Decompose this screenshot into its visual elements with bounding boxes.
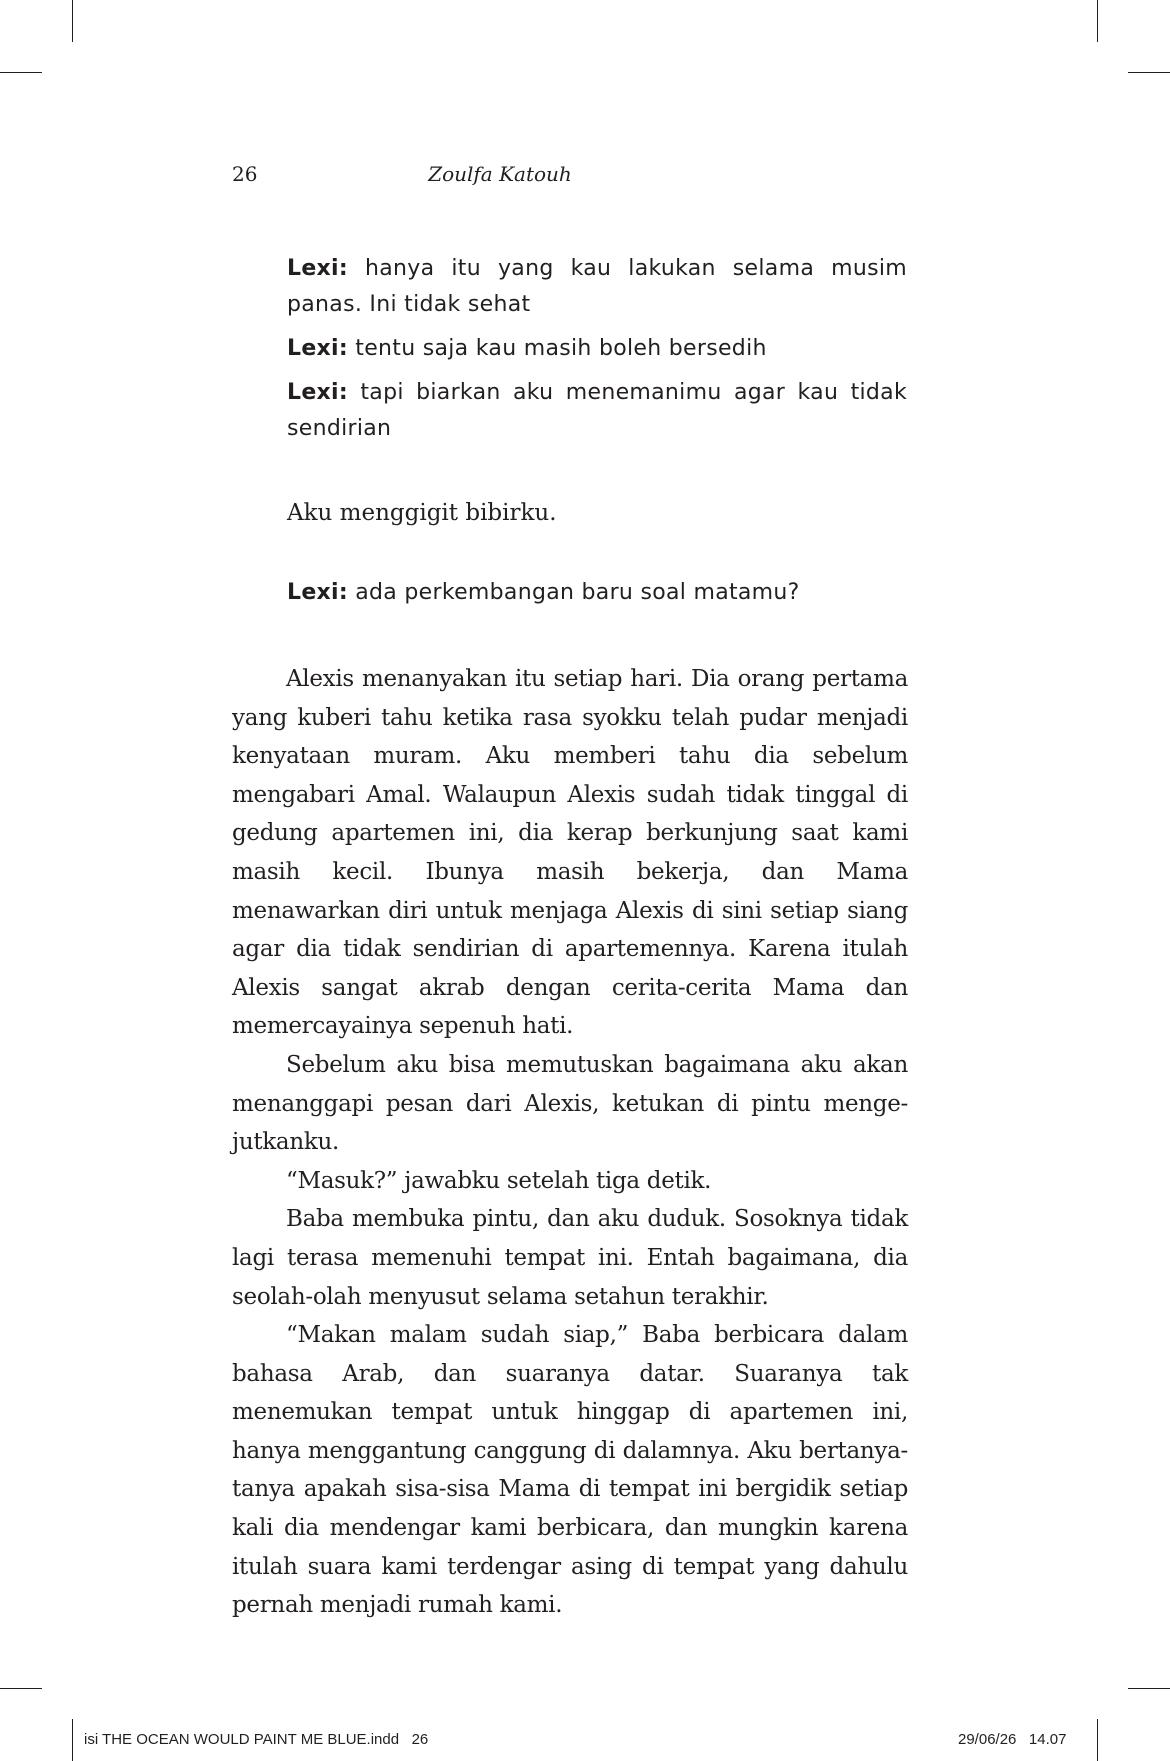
chat-messages (287, 251, 907, 455)
chat-text: hanya itu yang kau lakukan selama musim panas. Ini tidak sehat (287, 256, 907, 317)
body-text (232, 660, 908, 1625)
chat-message (287, 575, 907, 611)
narration-line: Aku menggigit bibirku. (287, 500, 557, 526)
chat-text: ada perkembangan baru soal matamu? (347, 580, 800, 605)
crop-mark (1128, 1688, 1170, 1689)
chat-sender: Lexi: (287, 580, 348, 605)
paragraph: “Makan malam sudah siap,” Baba berbicara dalam bahasa Arab, dan suaranya datar. Suaranya tak menemukan tempat untuk hinggap di apartemen ini, hanya menggantung canggung di dalamnya. Aku bertanya-tanya apakah sisa-sisa Mama di tempat ini bergidik setiap kali dia mendengar kami berbicara, dan mungkin karena itulah suara kami terdengar asing di tempat yang dahulu pernah menjadi rumah kami. (232, 1322, 908, 1619)
chat-sender: Lexi: (287, 380, 348, 405)
chat-sender: Lexi: (287, 336, 348, 361)
slug-date-time: 29/06/26 14.07 (958, 1731, 1067, 1748)
paragraph: Alexis menanyakan itu setiap hari. Dia orang pertama yang kuberi tahu ketika rasa syokku telah pudar menjadi kenyataan muram. Aku memberi tahu dia sebelum mengabari Amal. Walaupun Alexis sudah tidak tinggal di gedung apartemen ini, dia kerap berkunjung saat kami masih kecil. Ibunya masih bekerja, dan Mama menawarkan diri untuk menjaga Alexis di sini setiap siang agar dia tidak sendirian di apartemennya. Karena itulah Alexis sangat akrab dengan cerita-cerita Mama dan memercayainya sepenuh hati. (232, 666, 908, 1040)
crop-mark (0, 72, 42, 73)
chat-messages (287, 575, 907, 619)
paragraph: Sebelum aku bisa memutuskan bagaimana aku akan menanggapi pesan dari Alexis, ketukan di pintu menge-jutkanku. (232, 1051, 908, 1156)
chat-message (287, 375, 907, 447)
running-head-author: Zoulfa Katouh (428, 162, 572, 186)
page-number: 26 (232, 162, 258, 186)
chat-text: tentu saja kau masih boleh bersedih (347, 336, 767, 361)
crop-mark (0, 1688, 42, 1689)
crop-mark (1128, 72, 1170, 73)
paragraph: “Masuk?” jawabku setelah tiga detik. (286, 1167, 712, 1194)
crop-mark (1097, 0, 1098, 42)
slug-file-label: isi THE OCEAN WOULD PAINT ME BLUE.indd 26 (84, 1731, 429, 1748)
crop-mark (72, 1719, 73, 1761)
chat-sender: Lexi: (287, 256, 348, 281)
chat-message (287, 251, 907, 323)
running-head (0, 162, 1170, 192)
chat-text: tapi biarkan aku menemanimu agar kau tidak sendirian (287, 380, 907, 441)
paragraph: Baba membuka pintu, dan aku duduk. Sosoknya tidak lagi terasa memenuhi tempat ini. Entah bagaimana, dia seolah-olah menyusut selama setahun terakhir. (232, 1206, 908, 1310)
crop-mark (1097, 1719, 1098, 1761)
crop-mark (72, 0, 73, 42)
chat-message (287, 331, 907, 367)
